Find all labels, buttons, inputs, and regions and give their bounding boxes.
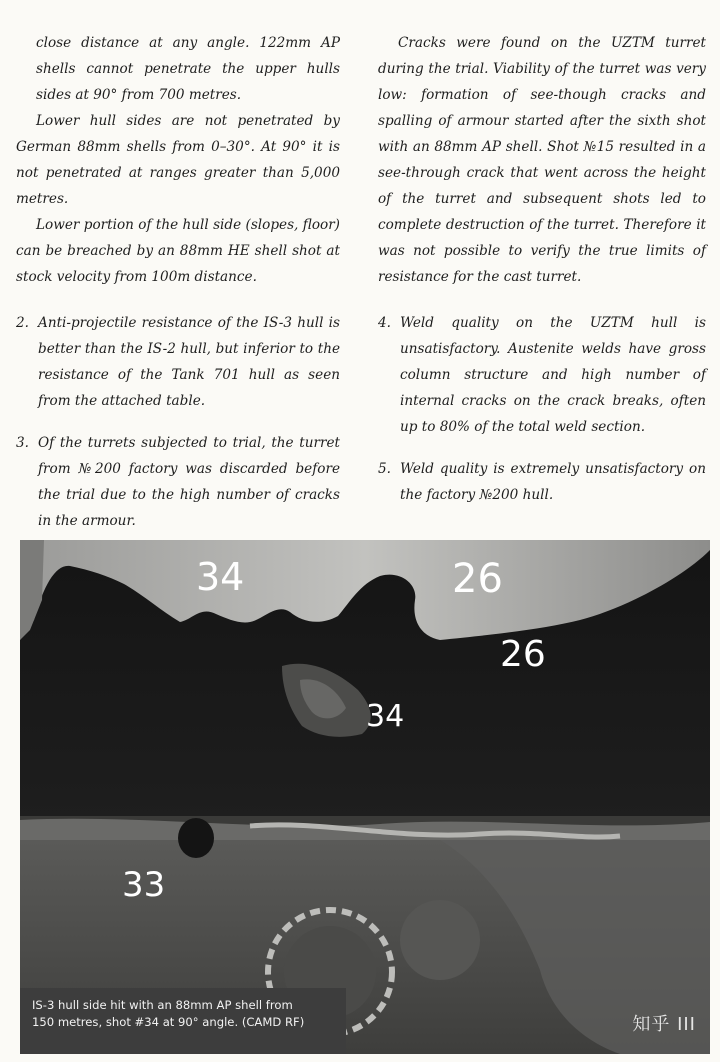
chalk-mark-26-right: 26 bbox=[500, 634, 546, 675]
left-column bbox=[16, 30, 340, 534]
list-number: 5. bbox=[378, 461, 391, 477]
list-item-3 bbox=[16, 430, 340, 534]
list-text: Weld quality on the UZTM hull is unsatisfactory. Austenite welds have gross column structure and high number of internal cracks on the crack breaks, often up to 80% of the total weld section. bbox=[400, 315, 706, 435]
list-item-2 bbox=[16, 310, 340, 414]
paragraph-lower-hull-sides: Lower hull sides are not penetrated by German 88mm shells from 0–30°. At 90° it is not penetrated at ranges greater than 5,000 metres. bbox=[16, 113, 340, 207]
hull-photo bbox=[20, 540, 710, 1054]
list-item-4 bbox=[378, 310, 706, 440]
list-text: Weld quality is extremely unsatisfactory on the factory №200 hull. bbox=[400, 461, 706, 503]
list-item-5 bbox=[378, 456, 706, 508]
list-text: Anti-projectile resistance of the IS-3 hull is better than the IS-2 hull, but inferior to the resistance of the Tank 701 hull as seen from the attached table. bbox=[38, 315, 340, 409]
chalk-mark-33: 33 bbox=[122, 865, 166, 905]
caption-line-1: IS-3 hull side hit with an 88mm AP shell from bbox=[32, 998, 293, 1012]
photo-caption bbox=[20, 988, 346, 1054]
hull-photo-illustration bbox=[20, 540, 710, 1054]
paragraph-lower-hull-portion: Lower portion of the hull side (slopes, floor) can be breached by an 88mm HE shell shot at stock velocity from 100m distance. bbox=[16, 217, 340, 285]
list-number: 2. bbox=[16, 315, 29, 331]
caption-line-2: 150 metres, shot #34 at 90° angle. (CAMD RF) bbox=[32, 1015, 305, 1029]
list-number: 4. bbox=[378, 315, 391, 331]
continued-paragraph: close distance at any angle. 122mm AP shells cannot penetrate the upper hulls sides at 90° from 700 metres. bbox=[36, 35, 340, 103]
chalk-mark-34-top: 34 bbox=[196, 555, 245, 599]
list-number: 3. bbox=[16, 435, 29, 451]
right-column bbox=[378, 30, 706, 508]
watermark: 知乎 III bbox=[632, 1014, 696, 1035]
chalk-mark-26-top: 26 bbox=[452, 556, 503, 602]
list-text: Of the turrets subjected to trial, the turret from №200 factory was discarded before the trial due to the high number of cracks in the armour. bbox=[38, 435, 340, 529]
chalk-mark-34-center: 34 bbox=[366, 699, 405, 734]
paragraph-uztm-turret: Cracks were found on the UZTM turret during the trial. Viability of the turret was very low: formation of see-though cracks and spalling of armour started after the sixth shot with an 88mm AP shell. Shot №15 resulted in a see-through crack that went across the height of the turret and subsequent shots led to complete destruction of the turret. Therefore it was not possible to verify the true limits of resistance for the cast turret. bbox=[378, 35, 706, 285]
